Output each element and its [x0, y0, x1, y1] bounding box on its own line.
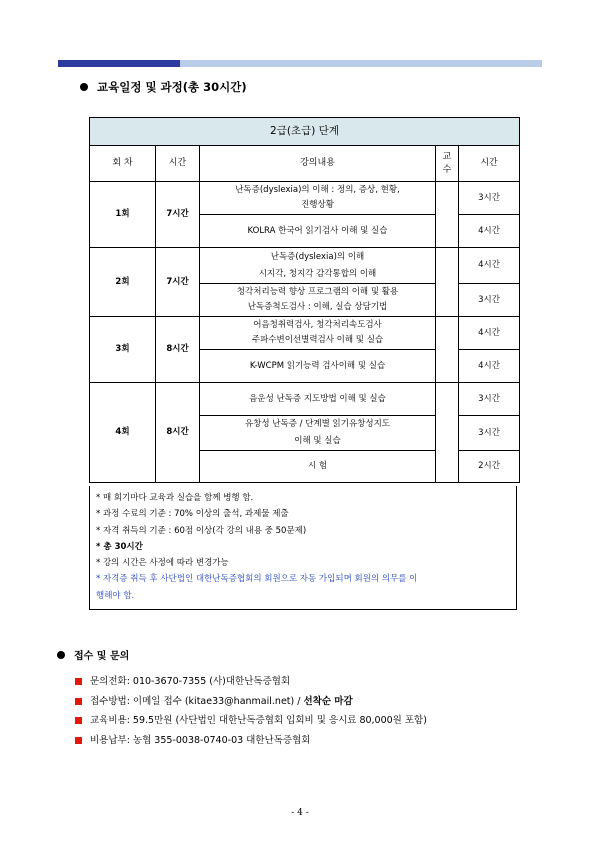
- professor-cell: [436, 248, 459, 317]
- header-rule-dark: [58, 60, 180, 67]
- note-line: * 자격증 취득 후 사단법인 대한난독증협회의 회원으로 자동 가입되며 회원의 의무를 이: [96, 574, 418, 585]
- section-title-schedule-text: 교육일정 및 과정(총 30시간): [97, 80, 247, 94]
- page-number: - 4 -: [291, 808, 309, 818]
- lecture-line: 주파수변이선별력검사 이해 및 실습: [251, 335, 384, 345]
- hours-cell: 8시간: [156, 383, 200, 483]
- red-square-bullet-icon: [75, 717, 82, 724]
- contact-fee-text: 교육비용: 59.5만원 (사단법인 대한난독증협회 입회비 및 응시료 80,000원 포함): [90, 715, 427, 726]
- note-line: * 강의 시간은 사정에 따라 변경가능: [96, 558, 229, 569]
- lecture-time: 2시간: [459, 451, 520, 483]
- lecture-content: [200, 383, 436, 416]
- contact-item-method: [75, 692, 427, 712]
- section-title-contact-text: 접수 및 문의: [74, 651, 130, 662]
- header-hours: 시간: [156, 146, 200, 182]
- session-cell: 3회: [90, 317, 156, 383]
- lecture-line: 이해 및 실습: [294, 436, 341, 446]
- schedule-table: [89, 117, 520, 483]
- lecture-time: 3시간: [459, 416, 520, 451]
- lecture-time: 4시간: [459, 248, 520, 284]
- lecture-time: 3시간: [459, 182, 520, 215]
- session-cell: 1회: [90, 182, 156, 248]
- table-title: 2급(초급) 단계: [90, 118, 520, 146]
- session-cell: 2회: [90, 248, 156, 317]
- lecture-line: 시 험: [307, 461, 328, 471]
- lecture-time: 3시간: [459, 284, 520, 317]
- bullet-dot-icon: [80, 83, 88, 91]
- lecture-content: [200, 284, 436, 317]
- contact-payment-text: 비용납부: 농협 355-0038-0740-03 대한난독증협회: [90, 734, 311, 746]
- lecture-time: 4시간: [459, 317, 520, 350]
- contact-item-fee: [75, 711, 427, 731]
- red-square-bullet-icon: [75, 698, 82, 705]
- section-title-contact: [57, 647, 129, 662]
- lecture-line: 난독증(dyslexia)의 이해: [270, 251, 365, 262]
- lecture-line: 진행상황: [301, 200, 334, 210]
- bullet-dot-icon: [57, 651, 65, 659]
- lecture-line: 난독증(dyslexia)의 이해 : 정의, 증상, 현황,: [235, 185, 400, 195]
- header-rule: [58, 60, 542, 67]
- lecture-content: [200, 451, 436, 483]
- red-square-bullet-icon: [75, 737, 82, 744]
- lecture-time: 4시간: [459, 350, 520, 383]
- lecture-content: [200, 350, 436, 383]
- red-square-bullet-icon: [75, 678, 82, 685]
- contact-phone-text: 문의전화: 010-3670-7355 (사)대한난독증협회: [90, 676, 291, 687]
- professor-cell: [436, 383, 459, 483]
- lecture-line: KOLRA 한국어 읽기검사 이해 및 실습: [247, 225, 388, 236]
- header-time: 시간: [459, 146, 520, 182]
- header-session: 회 차: [90, 146, 156, 182]
- lecture-line: 유창성 난독증 / 단계별 읽기유창성지도: [244, 419, 391, 429]
- note-line: * 과정 수료의 기준 : 70% 이상의 출석, 과제물 제출: [96, 509, 289, 520]
- header-professor: 교 수: [436, 146, 459, 182]
- lecture-content: [200, 317, 436, 350]
- header-content: 강의내용: [200, 146, 436, 182]
- contact-item-phone: [75, 672, 427, 692]
- lecture-line: 난독증척도검사 : 이해, 실습 상담기법: [247, 302, 388, 312]
- contact-list: [75, 672, 427, 750]
- hours-cell: 7시간: [156, 248, 200, 317]
- lecture-content: [200, 182, 436, 215]
- note-line: * 총 30시간: [96, 541, 143, 552]
- lecture-line: 음운성 난독증 지도방법 이해 및 실습: [249, 393, 386, 404]
- hours-cell: 8시간: [156, 317, 200, 383]
- professor-cell: [436, 317, 459, 383]
- lecture-content: [200, 248, 436, 284]
- section-title-schedule: [80, 79, 247, 95]
- hours-cell: 7시간: [156, 182, 200, 248]
- lecture-time: 3시간: [459, 383, 520, 416]
- contact-item-payment: [75, 731, 427, 751]
- lecture-content: [200, 416, 436, 451]
- lecture-content: [200, 215, 436, 248]
- notes-box: [89, 486, 517, 610]
- lecture-line: 시지각, 청지각 감각통합의 이해: [258, 268, 377, 279]
- session-cell: 4회: [90, 383, 156, 483]
- lecture-line: 청각처리능력 향상 프로그램의 이해 및 활용: [236, 287, 399, 297]
- header-rule-light: [180, 60, 542, 67]
- lecture-line: K-WCPM 읽기능력 검사이해 및 실습: [249, 360, 386, 371]
- lecture-time: 4시간: [459, 215, 520, 248]
- note-line: * 자격 취득의 기준 : 60점 이상(각 강의 내용 중 50문제): [96, 525, 307, 536]
- contact-method-bold: 선착순 마감: [303, 695, 353, 707]
- professor-cell: [436, 182, 459, 248]
- note-line: 행해야 함.: [96, 590, 135, 601]
- note-line: * 매 회기마다 교육과 실습을 함께 병행 함.: [96, 493, 254, 503]
- contact-method-text: 접수방법: 이메일 접수 (kitae33@hanmail.net) /: [90, 695, 304, 707]
- lecture-line: 어음청취력검사, 청각처리속도검사: [253, 320, 382, 330]
